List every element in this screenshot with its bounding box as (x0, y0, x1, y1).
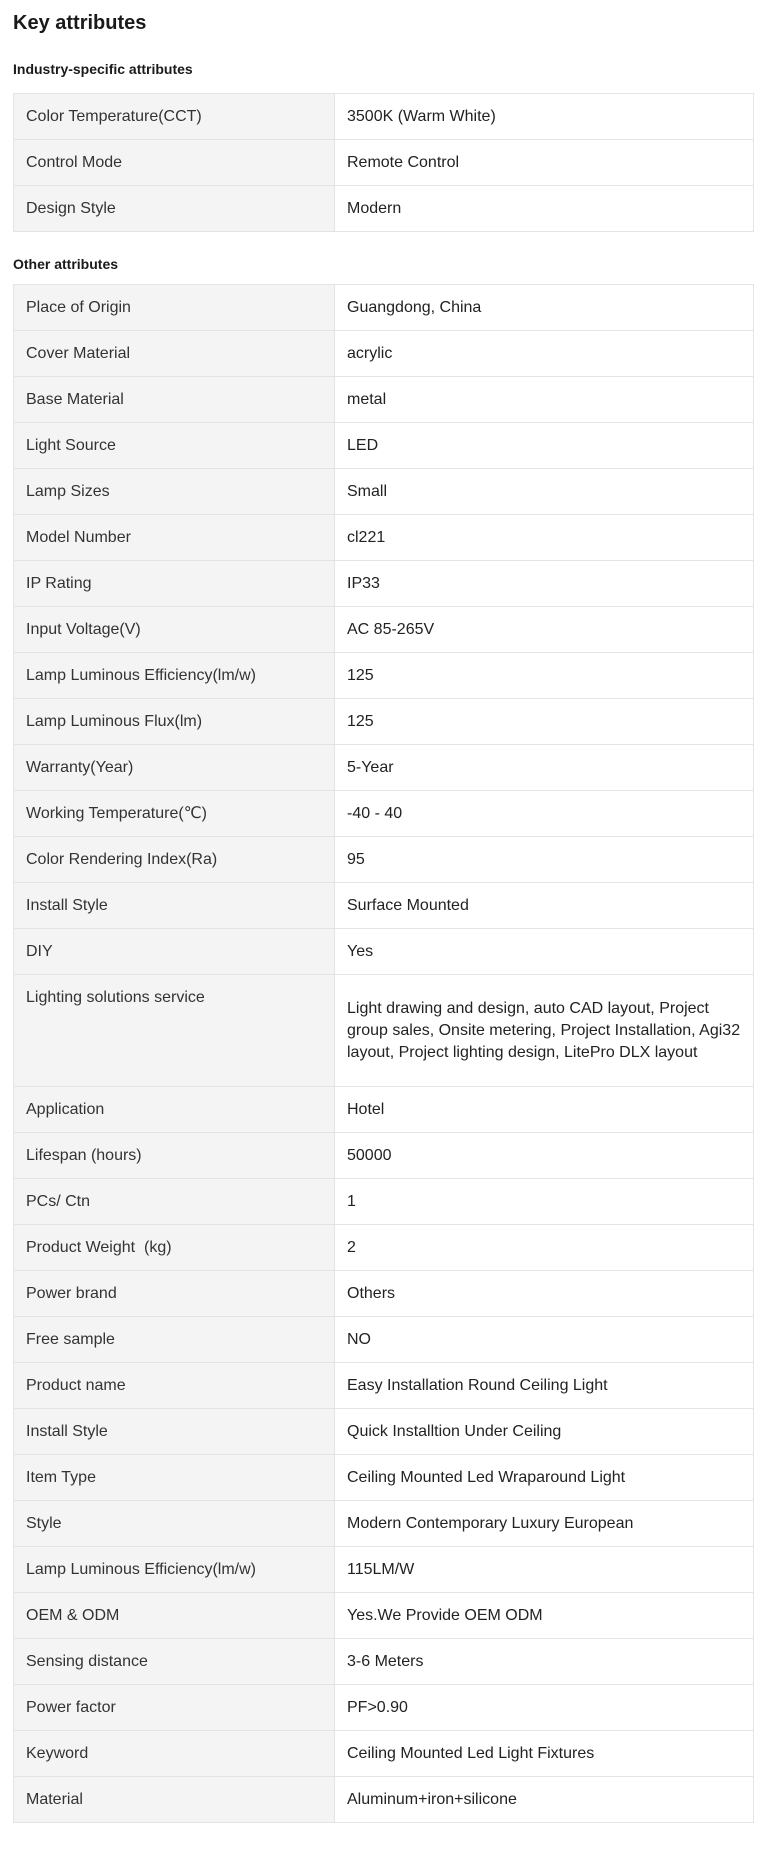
table-row (14, 1317, 754, 1363)
attribute-value: Remote Control (335, 140, 754, 186)
other-attributes-table (13, 284, 754, 1823)
attribute-value: Modern (335, 186, 754, 232)
table-row (14, 423, 754, 469)
attribute-value: NO (335, 1317, 754, 1363)
attribute-value: cl221 (335, 515, 754, 561)
table-row (14, 1501, 754, 1547)
attribute-label: Light Source (14, 423, 335, 469)
attribute-value: 2 (335, 1225, 754, 1271)
table-row (14, 186, 754, 232)
attribute-value: 125 (335, 653, 754, 699)
attribute-label: OEM & ODM (14, 1593, 335, 1639)
attribute-label: Cover Material (14, 331, 335, 377)
attribute-label: Lamp Luminous Efficiency(lm/w) (14, 1547, 335, 1593)
table-row (14, 1547, 754, 1593)
table-row (14, 1685, 754, 1731)
attribute-label: Color Rendering Index(Ra) (14, 837, 335, 883)
attribute-value: PF>0.90 (335, 1685, 754, 1731)
table-row (14, 1455, 754, 1501)
attribute-value: Guangdong, China (335, 285, 754, 331)
attribute-value: Light drawing and design, auto CAD layout, Project group sales, Onsite metering, Project Installation, Agi32 layout, Project lighting design, LitePro DLX layout (335, 975, 754, 1087)
attribute-value: acrylic (335, 331, 754, 377)
attribute-label: Warranty(Year) (14, 745, 335, 791)
table-row (14, 1639, 754, 1685)
table-row (14, 94, 754, 140)
attribute-value: Aluminum+iron+silicone (335, 1777, 754, 1823)
attribute-value: -40 - 40 (335, 791, 754, 837)
attribute-value: Yes (335, 929, 754, 975)
table-row (14, 1409, 754, 1455)
attribute-value: Surface Mounted (335, 883, 754, 929)
table-row (14, 469, 754, 515)
table-row (14, 883, 754, 929)
attribute-value: 115LM/W (335, 1547, 754, 1593)
attribute-label: Lighting solutions service (14, 975, 335, 1087)
attribute-value: 125 (335, 699, 754, 745)
attribute-value: Modern Contemporary Luxury European (335, 1501, 754, 1547)
attribute-value: Quick Installtion Under Ceiling (335, 1409, 754, 1455)
attribute-label: Place of Origin (14, 285, 335, 331)
attribute-label: Base Material (14, 377, 335, 423)
attribute-label: Item Type (14, 1455, 335, 1501)
attribute-label: Install Style (14, 883, 335, 929)
section-heading-industry: Industry-specific attributes (13, 61, 193, 77)
attribute-label: Color Temperature(CCT) (14, 94, 335, 140)
attribute-label: Lifespan (hours) (14, 1133, 335, 1179)
attribute-label: Working Temperature(℃) (14, 791, 335, 837)
table-row (14, 791, 754, 837)
table-row (14, 1271, 754, 1317)
table-row (14, 1593, 754, 1639)
attribute-value: 50000 (335, 1133, 754, 1179)
attribute-label: Design Style (14, 186, 335, 232)
table-row (14, 1731, 754, 1777)
attribute-label: Model Number (14, 515, 335, 561)
attribute-label: Input Voltage(V) (14, 607, 335, 653)
page-title: Key attributes (13, 12, 147, 34)
attribute-label: Product Weight (kg) (14, 1225, 335, 1271)
table-row (14, 1363, 754, 1409)
table-row (14, 837, 754, 883)
attribute-value: Easy Installation Round Ceiling Light (335, 1363, 754, 1409)
attribute-label: Lamp Sizes (14, 469, 335, 515)
attribute-value: 95 (335, 837, 754, 883)
attribute-label: Install Style (14, 1409, 335, 1455)
attribute-value: 3-6 Meters (335, 1639, 754, 1685)
table-row (14, 285, 754, 331)
attribute-value: Ceiling Mounted Led Wraparound Light (335, 1455, 754, 1501)
table-row (14, 975, 754, 1087)
table-row (14, 515, 754, 561)
attribute-value: IP33 (335, 561, 754, 607)
table-row (14, 377, 754, 423)
table-row (14, 929, 754, 975)
table-row (14, 331, 754, 377)
attribute-value: 3500K (Warm White) (335, 94, 754, 140)
table-row (14, 699, 754, 745)
table-row (14, 1087, 754, 1133)
table-row (14, 607, 754, 653)
attribute-value: Yes.We Provide OEM ODM (335, 1593, 754, 1639)
attribute-label: Control Mode (14, 140, 335, 186)
industry-attributes-table (13, 93, 754, 232)
attribute-value: metal (335, 377, 754, 423)
attribute-label: Product name (14, 1363, 335, 1409)
attribute-label: PCs/ Ctn (14, 1179, 335, 1225)
table-row (14, 1777, 754, 1823)
attribute-value: 1 (335, 1179, 754, 1225)
attribute-value: AC 85-265V (335, 607, 754, 653)
attribute-label: Keyword (14, 1731, 335, 1777)
attribute-value: Ceiling Mounted Led Light Fixtures (335, 1731, 754, 1777)
table-row (14, 561, 754, 607)
attribute-label: Lamp Luminous Flux(lm) (14, 699, 335, 745)
table-row (14, 1225, 754, 1271)
attribute-label: Sensing distance (14, 1639, 335, 1685)
attribute-label: Free sample (14, 1317, 335, 1363)
table-row (14, 653, 754, 699)
attribute-label: Style (14, 1501, 335, 1547)
attribute-value: 5-Year (335, 745, 754, 791)
attribute-label: DIY (14, 929, 335, 975)
attribute-label: IP Rating (14, 561, 335, 607)
attribute-label: Power factor (14, 1685, 335, 1731)
table-row (14, 1179, 754, 1225)
table-row (14, 1133, 754, 1179)
attribute-value: Others (335, 1271, 754, 1317)
section-heading-other: Other attributes (13, 256, 119, 272)
table-row (14, 745, 754, 791)
attribute-value: Small (335, 469, 754, 515)
attribute-label: Material (14, 1777, 335, 1823)
attribute-label: Lamp Luminous Efficiency(lm/w) (14, 653, 335, 699)
attribute-label: Application (14, 1087, 335, 1133)
attribute-label: Power brand (14, 1271, 335, 1317)
table-row (14, 140, 754, 186)
attribute-value: LED (335, 423, 754, 469)
attribute-value: Hotel (335, 1087, 754, 1133)
